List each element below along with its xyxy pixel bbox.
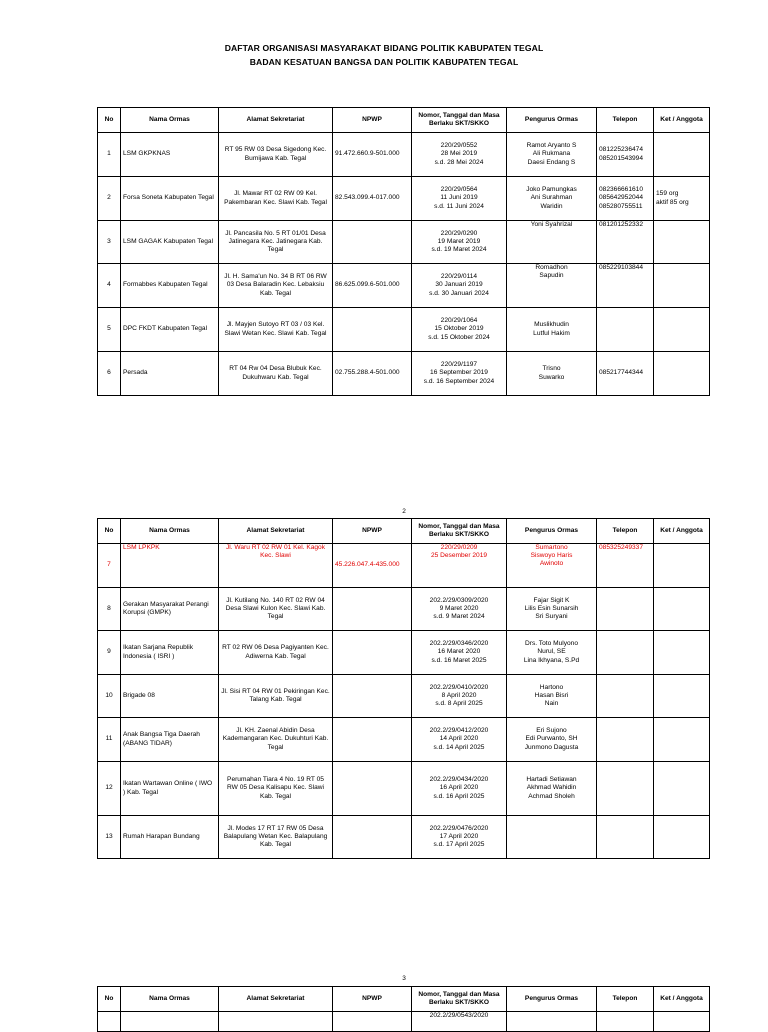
- cell-no: 1: [98, 133, 121, 177]
- cell-alamat: Jl. KH. Zaenal Abidin Desa Kademangaran Kec. Dukuhturi Kab. Tegal: [219, 718, 333, 762]
- cell-line: Trisno: [542, 365, 561, 373]
- cell-line: Ali Rukmana: [532, 150, 571, 158]
- cell-line-masa: s.d. 15 Oktober 2024: [428, 333, 490, 341]
- cell-line-nomor: 202.2/29/0410/2020: [429, 683, 489, 691]
- cell-line-tanggal: 11 Juni 2019: [440, 194, 478, 202]
- cell-alamat: RT 95 RW 03 Desa Sigedong Kec. Bumijawa Kab. Tegal: [219, 133, 333, 177]
- cell-line: 085217744344: [599, 369, 644, 377]
- cell-line-masa: s.d. 16 Maret 2025: [431, 656, 487, 664]
- cell-telepon: [597, 264, 654, 308]
- header-ket: Ket / Anggota: [654, 108, 710, 133]
- cell-line-nomor: 220/29/0290: [440, 229, 478, 237]
- cell-telepon: [597, 177, 654, 221]
- table-row: [98, 352, 710, 396]
- table-row: [98, 221, 710, 264]
- cell-nomor: [412, 816, 507, 859]
- cell-pengurus: [507, 762, 597, 816]
- cell-nomor: [412, 675, 507, 718]
- cell-npwp: [333, 308, 412, 352]
- cell-line: Eri Sujono: [536, 727, 567, 735]
- cell-no: 11: [98, 718, 121, 762]
- cell-pengurus: [507, 718, 597, 762]
- cell-line: Nain: [544, 700, 559, 708]
- cell-alamat: Jl. Pancasila No. 5 RT 01/01 Desa Jatinegara Kec. Jatinegara Kab. Tegal: [219, 221, 333, 264]
- cell-npwp: [333, 1012, 412, 1032]
- cell-ket: [654, 675, 710, 718]
- cell-pengurus: [507, 816, 597, 859]
- cell-line: 085642952044: [599, 194, 644, 202]
- cell-line-tanggal: 16 April 2020: [439, 784, 479, 792]
- cell-npwp: [333, 816, 412, 859]
- table-row: [98, 264, 710, 308]
- cell-line: Waridin: [540, 202, 563, 210]
- cell-line-masa: s.d. 9 Maret 2024: [433, 613, 485, 621]
- cell-telepon: [597, 1012, 654, 1032]
- cell-nomor: [412, 221, 507, 264]
- cell-ket: [654, 264, 710, 308]
- cell-telepon: [597, 544, 654, 588]
- cell-line: Awinoto: [539, 560, 564, 568]
- cell-pengurus: [507, 544, 597, 588]
- table-row: [98, 762, 710, 816]
- header-no: No: [98, 108, 121, 133]
- cell-no: 6: [98, 352, 121, 396]
- cell-nomor: [412, 177, 507, 221]
- cell-line: Ani Surahman: [530, 194, 573, 202]
- cell-npwp: 45.226.047.4-435.000: [333, 544, 412, 588]
- ormas-table-page1: [97, 107, 710, 396]
- cell-npwp: [333, 631, 412, 675]
- cell-alamat: [219, 1012, 333, 1032]
- cell-no: 9: [98, 631, 121, 675]
- header-no: No: [98, 519, 121, 544]
- cell-npwp: 86.625.099.6-501.000: [333, 264, 412, 308]
- cell-line-nomor: 220/29/0564: [440, 186, 478, 194]
- cell-ket: [654, 177, 710, 221]
- cell-npwp: 02.755.288.4-501.000: [333, 352, 412, 396]
- cell-line-masa: s.d. 8 April 2025: [435, 700, 483, 708]
- cell-line: 085280755511: [599, 202, 643, 210]
- cell-no: 2: [98, 177, 121, 221]
- cell-ket: [654, 816, 710, 859]
- cell-line-nomor: 220/29/0114: [440, 273, 478, 281]
- cell-line: Nurul, SE: [537, 648, 566, 656]
- cell-line: Hartono: [539, 683, 564, 691]
- header-npwp: NPWP: [333, 519, 412, 544]
- cell-line: 081225236474: [599, 146, 644, 154]
- header-ket: Ket / Anggota: [654, 987, 710, 1012]
- cell-nomor: [412, 133, 507, 177]
- cell-line: Sri Suryani: [535, 613, 568, 621]
- cell-line-nomor: 220/29/1197: [440, 361, 478, 369]
- cell-no: 4: [98, 264, 121, 308]
- cell-line: Romadhon: [535, 264, 568, 271]
- cell-nama: Formabbes Kabupaten Tegal: [121, 264, 219, 308]
- cell-nama: Ikatan Wartawan Online ( IWO ) Kab. Tegal: [121, 762, 219, 816]
- cell-line-tanggal: 16 Maret 2020: [437, 648, 481, 656]
- cell-pengurus: [507, 588, 597, 631]
- cell-pengurus: [507, 352, 597, 396]
- cell-npwp: [333, 588, 412, 631]
- cell-pengurus: [507, 177, 597, 221]
- cell-no: 10: [98, 675, 121, 718]
- cell-ket: [654, 588, 710, 631]
- header-nomor: Nomor, Tanggal dan Masa Berlaku SKT/SKKO: [412, 519, 507, 544]
- cell-line: Lina Ikhyana, S.Pd: [523, 656, 580, 664]
- cell-nomor: [412, 264, 507, 308]
- cell-npwp: [333, 221, 412, 264]
- cell-line-nomor: 220/29/1064: [440, 317, 478, 325]
- cell-nomor: 202.2/29/0543/2020: [412, 1012, 507, 1032]
- cell-nama: [121, 1012, 219, 1032]
- ormas-table-page2: [97, 518, 710, 859]
- cell-ket: [654, 308, 710, 352]
- cell-line: Ramot Aryanto S: [526, 142, 577, 150]
- cell-line: Lilis Esin Sunarsih: [524, 604, 579, 612]
- cell-line-nomor: 220/29/0209: [440, 544, 478, 551]
- cell-npwp: 82.543.099.4-017.000: [333, 177, 412, 221]
- cell-npwp: [333, 718, 412, 762]
- header-alamat: Alamat Sekretariat: [219, 519, 333, 544]
- cell-telepon: [597, 308, 654, 352]
- cell-line: Drs. Toto Mulyono: [524, 640, 579, 648]
- header-nomor: Nomor, Tanggal dan Masa Berlaku SKT/SKKO: [412, 987, 507, 1012]
- header-npwp: NPWP: [333, 987, 412, 1012]
- cell-line-tanggal: 30 Januari 2019: [435, 281, 483, 289]
- cell-line: 159 org: [656, 190, 679, 198]
- cell-telepon: [597, 133, 654, 177]
- cell-line: Sumartono: [535, 544, 568, 551]
- cell-ket: [654, 221, 710, 264]
- cell-nama: LSM GKPKNAS: [121, 133, 219, 177]
- cell-nomor: [412, 588, 507, 631]
- cell-line-tanggal: 9 Maret 2020: [439, 604, 479, 612]
- cell-line-tanggal: 19 Maret 2019: [437, 237, 481, 245]
- cell-line-nomor: 202.2/29/0476/2020: [429, 824, 489, 832]
- cell-line: Muslikhudin: [534, 321, 569, 329]
- header-alamat: Alamat Sekretariat: [219, 987, 333, 1012]
- cell-nama: Rumah Harapan Bundang: [121, 816, 219, 859]
- cell-nomor: [412, 718, 507, 762]
- cell-telepon: [597, 675, 654, 718]
- cell-nama: Ikatan Sarjana Republik Indonesia ( ISRI ): [121, 631, 219, 675]
- cell-ket: [654, 631, 710, 675]
- cell-ket: [654, 544, 710, 588]
- cell-ket: [654, 1012, 710, 1032]
- table-row: [98, 133, 710, 177]
- cell-pengurus: [507, 1012, 597, 1032]
- cell-no: 5: [98, 308, 121, 352]
- page-number-2: 2: [402, 508, 406, 515]
- header-telepon: Telepon: [597, 519, 654, 544]
- cell-line: 085325249337: [599, 544, 644, 551]
- cell-line: Akhmad Wahidin: [526, 784, 577, 792]
- cell-nomor: [412, 544, 507, 588]
- cell-nomor: [412, 308, 507, 352]
- cell-line-tanggal: 25 Desember 2019: [430, 552, 488, 560]
- cell-line-tanggal: 28 Mei 2019: [440, 150, 478, 158]
- cell-line-masa: s.d. 28 Mei 2024: [434, 158, 484, 166]
- cell-line: Fajar Sigit K: [533, 596, 570, 604]
- table-row: [98, 544, 710, 588]
- cell-line-tanggal: 8 April 2020: [441, 691, 477, 699]
- cell-alamat: RT 04 Rw 04 Desa Blubuk Kec. Dukuhwaru Kab. Tegal: [219, 352, 333, 396]
- header-pengurus: Pengurus Ormas: [507, 987, 597, 1012]
- cell-npwp: [333, 762, 412, 816]
- cell-telepon: [597, 588, 654, 631]
- table-row: [98, 588, 710, 631]
- table-row-partial: [98, 1012, 710, 1032]
- cell-line-nomor: 202.2/29/0309/2020: [429, 596, 489, 604]
- cell-nama: Persada: [121, 352, 219, 396]
- cell-alamat: Jl. Mayjen Sutoyo RT 03 / 03 Kel. Slawi Wetan Kec. Slawi Kab. Tegal: [219, 308, 333, 352]
- cell-line: Suwarko: [538, 373, 565, 381]
- header-telepon: Telepon: [597, 987, 654, 1012]
- cell-ket: [654, 352, 710, 396]
- cell-pengurus: [507, 675, 597, 718]
- cell-line: Lutful Hakim: [533, 329, 570, 337]
- cell-no: 12: [98, 762, 121, 816]
- cell-no: 3: [98, 221, 121, 264]
- ormas-table-page3: [97, 986, 710, 1032]
- cell-pengurus: [507, 133, 597, 177]
- cell-alamat: Jl. Waru RT 02 RW 01 Kel. Kagok Kec. Slawi: [219, 544, 333, 588]
- cell-alamat: Jl. H. Sama'un No. 34 B RT 06 RW 03 Desa Balaradin Kec. Lebaksiu Kab. Tegal: [219, 264, 333, 308]
- cell-nama: Brigade 08: [121, 675, 219, 718]
- cell-nomor: [412, 762, 507, 816]
- cell-line: Achmad Sholeh: [528, 792, 575, 800]
- cell-line-nomor: 220/29/0552: [440, 142, 478, 150]
- cell-line: Daesi Endang S: [527, 158, 576, 166]
- table-row: [98, 308, 710, 352]
- cell-alamat: Jl. Kutilang No. 140 RT 02 RW 04 Desa Slawi Kulon Kec. Slawi Kab. Tegal: [219, 588, 333, 631]
- table-row: [98, 631, 710, 675]
- cell-ket: [654, 762, 710, 816]
- cell-line-masa: s.d. 17 April 2025: [433, 841, 485, 849]
- cell-nama: Gerakan Masyarakat Perangi Korupsi (GMPK): [121, 588, 219, 631]
- cell-nama: Anak Bangsa Tiga Daerah (ABANG TIDAR): [121, 718, 219, 762]
- cell-line-masa: s.d. 11 Juni 2024: [434, 202, 484, 210]
- table-row: [98, 177, 710, 221]
- cell-alamat: Jl. Modes 17 RT 17 RW 05 Desa Balapulang Wetan Kec. Balapulang Kab. Tegal: [219, 816, 333, 859]
- cell-line-masa: s.d. 19 Maret 2024: [431, 246, 487, 254]
- cell-line-tanggal: 15 Oktober 2019: [434, 325, 484, 333]
- cell-nama: LSM LPKPK: [121, 544, 219, 588]
- table-row: [98, 816, 710, 859]
- header-ket: Ket / Anggota: [654, 519, 710, 544]
- cell-line: 085229103844: [599, 264, 644, 271]
- document-title-line1: DAFTAR ORGANISASI MASYARAKAT BIDANG POLITIK KABUPATEN TEGAL: [224, 43, 544, 53]
- cell-nama: Forsa Soneta Kabupaten Tegal: [121, 177, 219, 221]
- cell-nomor: [412, 631, 507, 675]
- cell-nama: DPC FKDT Kabupaten Tegal: [121, 308, 219, 352]
- cell-line-nomor: 202.2/29/0346/2020: [429, 640, 489, 648]
- cell-telepon: [597, 352, 654, 396]
- cell-line: aktif 85 org: [656, 198, 689, 206]
- cell-line-masa: s.d. 30 Januari 2024: [429, 289, 489, 297]
- page-number-3: 3: [402, 975, 406, 982]
- cell-no: 8: [98, 588, 121, 631]
- cell-npwp: [333, 675, 412, 718]
- cell-line: 085201543994: [599, 154, 644, 162]
- cell-pengurus: [507, 308, 597, 352]
- cell-ket: [654, 133, 710, 177]
- cell-line-nomor: 202.2/29/0412/2020: [429, 727, 489, 735]
- cell-telepon: [597, 631, 654, 675]
- cell-nomor: [412, 352, 507, 396]
- cell-line: Joko Pamungkas: [526, 186, 577, 194]
- cell-line: Siswoyo Haris: [530, 552, 573, 560]
- cell-alamat: Jl. Mawar RT 02 RW 09 Kel. Pakembaran Kec. Slawi Kab. Tegal: [219, 177, 333, 221]
- header-nama: Nama Ormas: [121, 108, 219, 133]
- cell-npwp: 91.472.660.9-501.000: [333, 133, 412, 177]
- header-pengurus: Pengurus Ormas: [507, 108, 597, 133]
- cell-line: Junmono Dagusta: [524, 743, 579, 751]
- header-telepon: Telepon: [597, 108, 654, 133]
- cell-alamat: Jl. Sisi RT 04 RW 01 Pekiringan Kec. Talang Kab. Tegal: [219, 675, 333, 718]
- cell-nama: LSM GAGAK Kabupaten Tegal: [121, 221, 219, 264]
- header-nama: Nama Ormas: [121, 987, 219, 1012]
- header-pengurus: Pengurus Ormas: [507, 519, 597, 544]
- cell-no: 13: [98, 816, 121, 859]
- cell-line-masa: s.d. 16 September 2024: [423, 377, 495, 385]
- cell-line: Yoni Syahrizal: [530, 221, 573, 228]
- cell-line: 081201252332: [599, 221, 644, 228]
- header-alamat: Alamat Sekretariat: [219, 108, 333, 133]
- cell-line-masa: s.d. 16 April 2025: [433, 792, 485, 800]
- header-nama: Nama Ormas: [121, 519, 219, 544]
- document-title-line2: BADAN KESATUAN BANGSA DAN POLITIK KABUPATEN TEGAL: [249, 57, 519, 67]
- cell-line: Sapudin: [539, 272, 564, 280]
- cell-line: Hartadi Setiawan: [526, 776, 577, 784]
- cell-telepon: [597, 718, 654, 762]
- cell-telepon: [597, 762, 654, 816]
- table-row: [98, 718, 710, 762]
- cell-line: Hasan Bisri: [534, 691, 569, 699]
- cell-no: 7: [98, 544, 121, 588]
- cell-pengurus: [507, 264, 597, 308]
- cell-line-tanggal: 17 April 2020: [439, 832, 479, 840]
- cell-line: 082366661610: [599, 186, 644, 194]
- cell-pengurus: [507, 221, 597, 264]
- cell-ket: [654, 718, 710, 762]
- cell-line-masa: s.d. 14 April 2025: [433, 743, 485, 751]
- cell-pengurus: [507, 631, 597, 675]
- cell-alamat: Perumahan Tiara 4 No. 19 RT 05 RW 05 Desa Kalisapu Kec. Slawi Kab. Tegal: [219, 762, 333, 816]
- cell-line: Edi Purwanto, SH: [525, 735, 578, 743]
- cell-line-nomor: 202.2/29/0434/2020: [429, 776, 489, 784]
- cell-line-tanggal: 16 September 2019: [430, 369, 488, 377]
- cell-telepon: [597, 816, 654, 859]
- cell-no: [98, 1012, 121, 1032]
- header-no: No: [98, 987, 121, 1012]
- table-row: [98, 675, 710, 718]
- cell-alamat: RT 02 RW 06 Desa Pagiyanten Kec. Adiwerna Kab. Tegal: [219, 631, 333, 675]
- cell-telepon: [597, 221, 654, 264]
- cell-line-tanggal: 14 April 2020: [439, 735, 479, 743]
- header-npwp: NPWP: [333, 108, 412, 133]
- header-nomor: Nomor, Tanggal dan Masa Berlaku SKT/SKKO: [412, 108, 507, 133]
